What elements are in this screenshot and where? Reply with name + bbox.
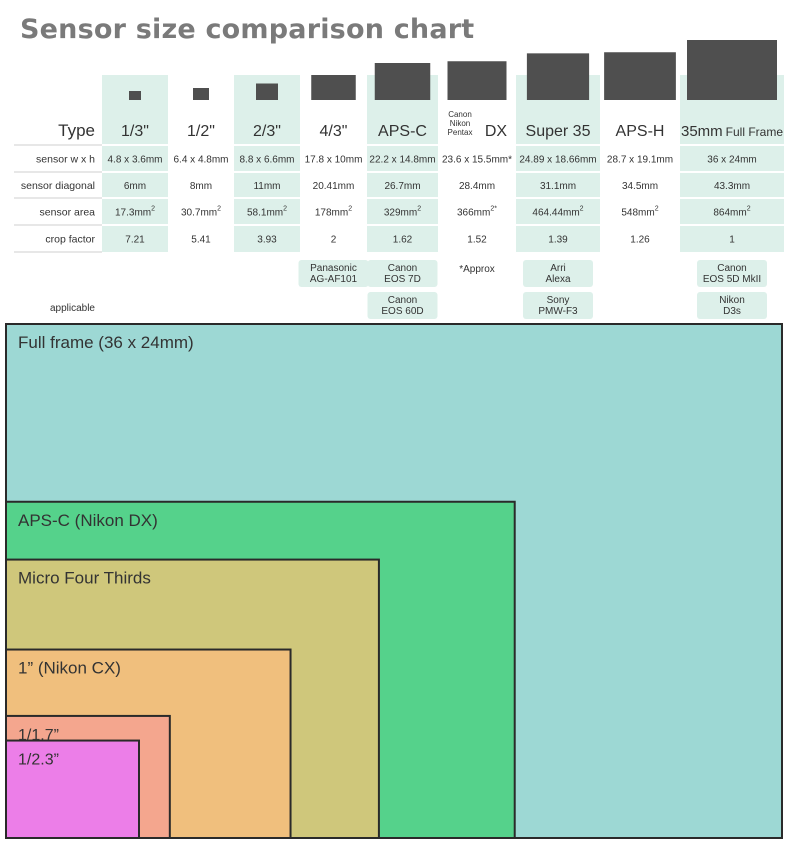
sensor-rect-label: Full frame (36 x 24mm) (18, 333, 194, 352)
cell-superscript: 2 (746, 205, 751, 213)
applicable-line: EOS 7D (384, 274, 421, 285)
cell-superscript: 2 (151, 205, 156, 213)
table-cell: 1.52 (467, 234, 487, 246)
row-label: sensor diagonal (20, 180, 95, 192)
applicable-line: Arri (550, 263, 566, 274)
column-header-maker: Canon (448, 110, 472, 119)
table-cell: 34.5mm (621, 181, 659, 192)
cell-value: 178mm (314, 207, 349, 219)
table-cell: 6.4 x 4.8mm (173, 154, 229, 166)
applicable-label: applicable (49, 303, 95, 314)
cell-value: 548mm (621, 207, 655, 219)
applicable-line: EOS 5D MkII (702, 274, 762, 285)
table-cell: 22.2 x 14.8mm (369, 154, 436, 166)
applicable-line: Canon (387, 295, 418, 306)
applicable-line: Panasonic (310, 263, 357, 274)
table-cell: 24.89 x 18.66mm (519, 154, 597, 166)
column-header-maker: Nikon (449, 119, 471, 128)
table-cell: 43.3mm (713, 181, 751, 192)
cell-superscript: 2 (348, 205, 353, 213)
table-cell: 26.7mm (384, 181, 421, 192)
applicable-line: Alexa (545, 274, 571, 285)
column-header-main: Full Frame (725, 125, 784, 139)
row-label: sensor area (39, 206, 95, 219)
table-cell: 1.26 (630, 234, 650, 246)
table-cell: 28.4mm (458, 181, 496, 192)
table-cell: 1.39 (548, 234, 568, 246)
applicable-line: EOS 60D (381, 306, 424, 317)
sensor-rect-label: 1/2.3” (18, 751, 59, 769)
column-header-prefix: 35mm (680, 123, 723, 140)
column-header: 1/2" (187, 123, 215, 140)
column-header: 4/3" (319, 123, 348, 140)
cell-value: 864mm (713, 207, 747, 219)
sensor-rect-label: Micro Four Thirds (18, 568, 151, 588)
cell-superscript: 2 (417, 205, 422, 213)
column-header: 1/3" (121, 123, 149, 140)
cell-value: 58.1mm (246, 207, 284, 219)
table-cell: 1 (729, 234, 735, 246)
column-header: 2/3" (253, 123, 281, 140)
column-header-maker: Pentax (447, 128, 473, 137)
table-cell: 7.21 (125, 234, 145, 246)
cell-value: 329mm (383, 207, 418, 219)
row-label: crop factor (45, 233, 95, 246)
table-cell: 11mm (253, 181, 281, 192)
cell-superscript: 2 (217, 205, 222, 213)
table-cell: 28.7 x 19.1mm (606, 154, 674, 166)
table-cell: 1.62 (392, 234, 413, 246)
applicable-line: Nikon (719, 295, 745, 306)
table-cell: 4.8 x 3.6mm (107, 154, 163, 166)
cell-value: 17.3mm (114, 207, 152, 219)
approx-note: *Approx (459, 264, 495, 275)
applicable-line: PMW-F3 (538, 306, 578, 317)
applicable-line: Canon (387, 263, 418, 274)
cell-superscript: 2 (579, 205, 584, 213)
table-cell: 8.8 x 6.6mm (239, 154, 295, 166)
cell-value: 30.7mm (180, 207, 218, 219)
table-cell: 8mm (189, 181, 213, 192)
applicable-line: Canon (717, 263, 747, 274)
sensor-rect-label: 1/1.7” (18, 726, 59, 744)
table-cell: 5.41 (191, 234, 211, 246)
cell-superscript: 2 (283, 205, 288, 213)
sensor-rect-label: APS-C (Nikon DX) (18, 510, 158, 530)
cell-superscript: 2* (490, 205, 497, 213)
column-header: DX (484, 123, 508, 140)
row-label: sensor w x h (36, 153, 95, 166)
page-title: Sensor size comparison chart (20, 14, 475, 45)
table-cell: 17.8 x 10mm (304, 154, 363, 166)
applicable-line: Sony (546, 295, 570, 306)
applicable-line: AG-AF101 (309, 274, 358, 285)
column-header: APS-H (615, 123, 665, 140)
table-cell: 31.1mm (539, 181, 577, 192)
cell-superscript: 2 (654, 205, 659, 213)
table-cell: 3.93 (257, 234, 277, 246)
table-cell: 6mm (123, 181, 147, 192)
cell-value: 464.44mm (532, 207, 580, 219)
column-header: Super 35 (525, 123, 591, 140)
applicable-line: D3s (723, 306, 741, 317)
type-header: Type (58, 121, 95, 140)
column-header: APS-C (378, 123, 427, 140)
table-cell: 20.41mm (312, 181, 355, 192)
cell-value: 366mm (457, 207, 491, 219)
table-cell: 36 x 24mm (707, 154, 757, 166)
table-cell: 23.6 x 15.5mm* (441, 154, 513, 166)
table-cell: 2 (330, 234, 337, 246)
sensor-rect-label: 1” (Nikon CX) (18, 658, 121, 678)
